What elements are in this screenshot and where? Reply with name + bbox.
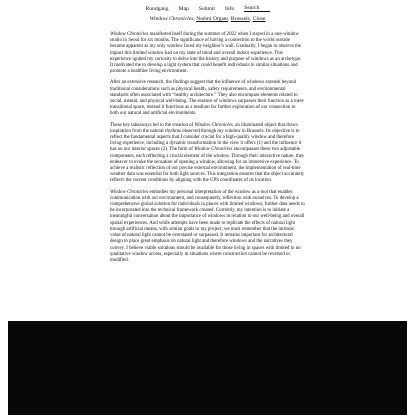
paragraph-text: , an illuminated object that draws inspiration from the natural rhythms observed through my window in Brussels. Its objective is to reflect the fundamental aspects that I consider crucial for a high-quality window and therefore living experience, including a dynamic transformation in the view it offers (1) and the influence it has on our interior spaces (2). The form of — [110, 122, 302, 153]
paragraph-text: manifested itself during the summer of 2022 when I stayed in a one-window studio in Seoul for six months. The significance of having a connection to the world outside became apparent as my only window faced my neighbor’s wall. Gradually, I began to observe the impact this limited window had on my state of mind and overall indoor experience. This experience ignited my curiosity to delve into the history and purpose of windows as an archetype. It motivated me to develop a light system that could benefit individuals in similar situations and promote a healthier living environment. — [110, 32, 302, 75]
top-navigation — [0, 4, 415, 13]
project-description — [110, 32, 305, 269]
paragraph-text: encompasses these two adjustable components, each reflecting a crucial element of the window. Through their interactive nature, they endeavor to evoke the sensation of opening a window, allowing for an immersive experience. To achieve a realistic reflection of our precise external environment, the implementation of real-time weather data was essential for both light sources. This integration ensures that the object accurately reflects the current conditions by aligning with the GPS coordinates of its location. — [110, 147, 305, 184]
inline-title: Window Chronicles — [194, 122, 233, 128]
separator: , — [193, 16, 195, 22]
inline-title: Window Chronicles — [194, 147, 233, 153]
breadcrumb — [0, 16, 415, 22]
paragraph-2: After an extensive research, the findings suggest that the influence of windows extends beyond traditional considerations such as physical health, safety requirements, and environmental standards often associated with “healthy architecture.” They also encompass elements related to social, mental, and physical well-being. The essence of windows surpasses their function as a mere transitional space, instead it functions as a medium for further exploration of our connection to both our natural and artificial environments. — [110, 80, 304, 117]
paragraph-1 — [110, 32, 305, 75]
nav-item-map[interactable]: Map — [178, 5, 189, 12]
nav-item-rundgang[interactable]: Rundgang — [145, 5, 169, 12]
city-link[interactable]: Brussels — [230, 16, 250, 22]
separator: , — [228, 16, 230, 22]
inline-title: Window Chronicles — [110, 32, 149, 37]
inline-title: Window Chronicles — [110, 189, 149, 195]
nav-item-submit[interactable]: Submit — [198, 5, 215, 12]
paragraph-text: These key takeaways led to the creation of — [110, 122, 195, 128]
close-link[interactable]: Close — [252, 16, 266, 22]
project-title: Window Chronicles — [149, 16, 194, 22]
paragraph-3 — [110, 123, 305, 185]
project-image — [8, 321, 407, 415]
author-link[interactable]: Noêmi Orgaer — [196, 16, 229, 22]
search-input[interactable]: Search — [244, 5, 269, 12]
paragraph-text: embodies my personal interpretation of the window as a tool that enables communication with our environment, and consequently, reflection with ourselves. To develop a comprehensive global solution for individuals in places with limited windows, further data needs to be incorporated into the technical framework created. Currently, my intention is to initiate a meaningful conversation about the importance of windows in relation to our well-being and overall spatial experiences. And while attempts have been made to replicate the effects of natural light through artificial means, with similar goals to my project, we must remember that the intrinsic value of natural light cannot be overstated or surpassed. It remains important for architectural design to place great emphasis on natural light and therefore windows and the narratives they convey. I believe viable solutions should be available for those living in spaces with limited to no qualitative window access, especially in situations where construction cannot be reversed or modified. — [110, 189, 305, 263]
paragraph-4 — [110, 190, 305, 264]
nav-item-info[interactable]: Info — [224, 5, 235, 12]
separator: , — [249, 16, 252, 22]
